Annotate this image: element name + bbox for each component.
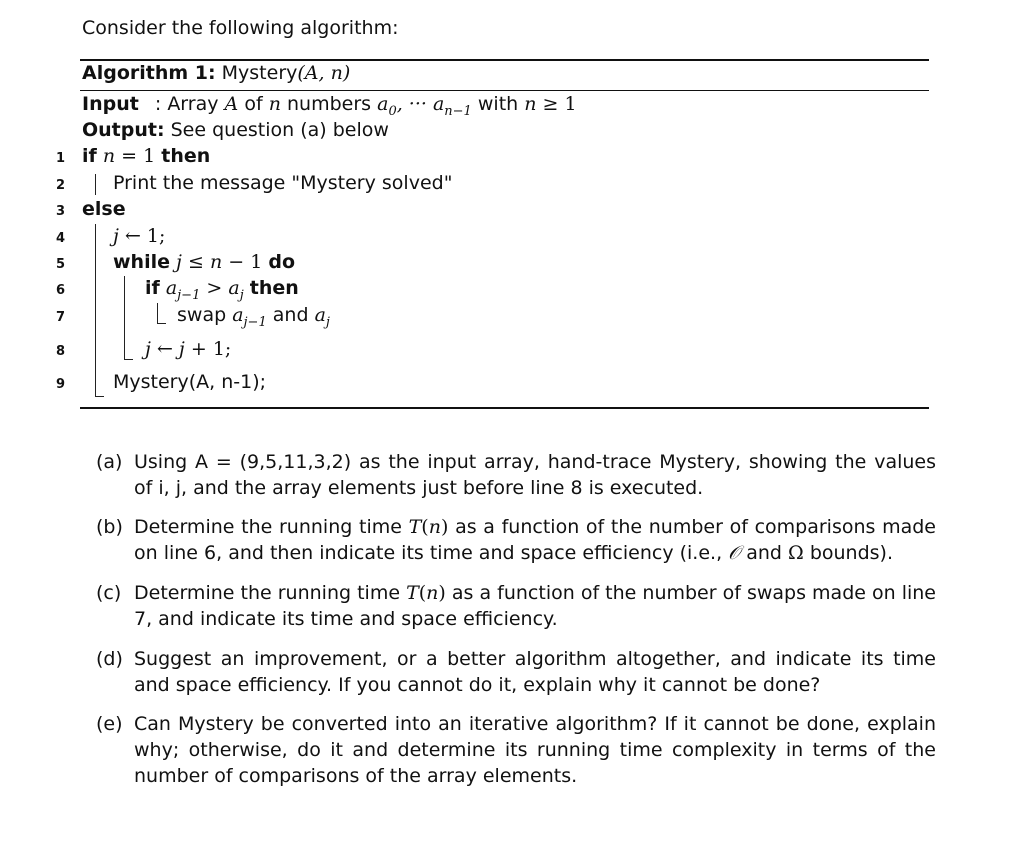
algorithm-title: Algorithm 1: Mystery(A, n) — [82, 62, 351, 84]
code-line-7: swap $a_{j-1}$ and $a_j$ — [177, 304, 330, 330]
while-block-bar — [124, 276, 125, 360]
code-line-3: else — [82, 198, 126, 220]
code-line-4: j ← 1; — [113, 225, 166, 247]
question-a: (a) Using A = (9,5,11,3,2) as the input array, hand-trace Mystery, showing the values of i, j, and the array elements just before line 8 is executed. — [96, 451, 936, 499]
code-line-2: Print the message "Mystery solved" — [113, 172, 453, 194]
if-block-bar — [157, 303, 158, 324]
line-number: 4 — [56, 231, 66, 246]
algorithm-bottom-rule — [80, 407, 929, 409]
line-number: 5 — [56, 257, 66, 272]
line-number: 8 — [56, 344, 66, 359]
algorithm-name: Mystery — [221, 62, 298, 84]
algorithm-top-rule — [80, 59, 929, 61]
code-line-6: if $a_{j-1} > a_j$ then — [145, 277, 299, 303]
line-number: 2 — [56, 178, 66, 193]
code-line-9: Mystery(A, n-1); — [113, 371, 267, 393]
algorithm-title-rule — [80, 90, 929, 91]
question-d: (d) Suggest an improvement, or a better algorithm altogether, and indicate its time and space efficiency. If you cannot do it, explain why it cannot be done? — [96, 648, 936, 696]
while-block-end — [124, 359, 133, 360]
else-block-end — [95, 396, 104, 397]
if-block-end — [157, 323, 166, 324]
code-line-1: if n = 1 then — [82, 145, 211, 167]
code-line-8: j ← j + 1; — [145, 338, 232, 360]
line-number: 9 — [56, 377, 66, 392]
algorithm-input: Input : Array A of n numbers $a_0$, ··· $a_{n-1}$ with n ≥ 1 — [82, 93, 577, 119]
intro-text: Consider the following algorithm: — [82, 17, 399, 39]
question-e: (e) Can Mystery be converted into an iterative algorithm? If it cannot be done, explain why; otherwise, do it and determine its running time complexity in terms of the number of comparisons of the array elements. — [96, 713, 936, 787]
then-block-bar — [95, 174, 96, 195]
line-number: 6 — [56, 283, 66, 298]
line-number: 1 — [56, 151, 66, 166]
algorithm-output: Output: See question (a) below — [82, 119, 389, 141]
question-b: (b) Determine the running time T(n) as a function of the number of comparisons made on line 6, and then indicate its time and space efficiency (i.e., 𝒪 and Ω bounds). — [96, 516, 937, 564]
code-line-5: while j ≤ n − 1 do — [113, 251, 296, 273]
line-number: 3 — [56, 204, 66, 219]
line-number: 7 — [56, 310, 66, 325]
question-c: (c) Determine the running time T(n) as a function of the number of swaps made on line 7, and indicate its time and space efficiency. — [96, 582, 936, 630]
algorithm-signature: (A, n) — [297, 62, 351, 84]
else-block-bar — [95, 224, 96, 397]
